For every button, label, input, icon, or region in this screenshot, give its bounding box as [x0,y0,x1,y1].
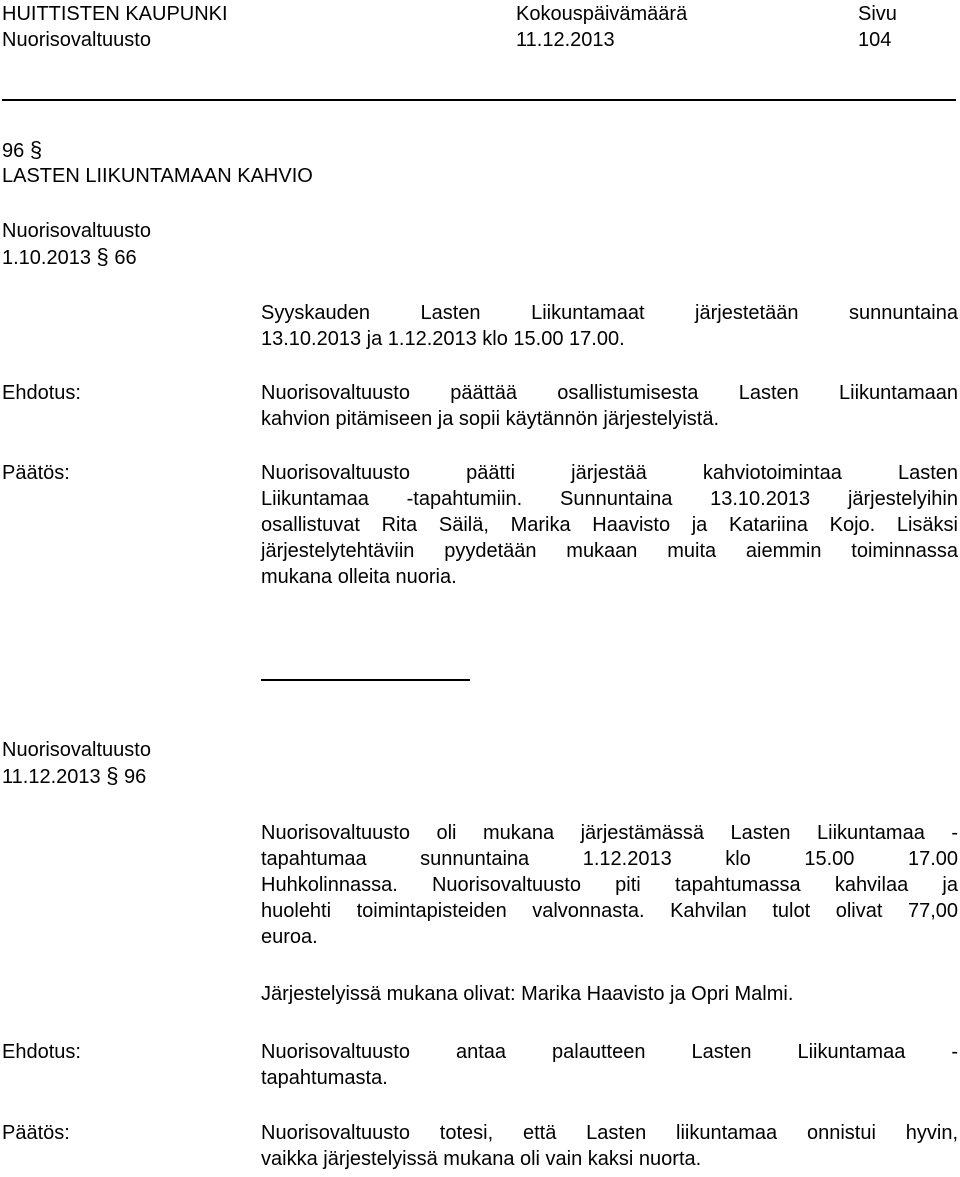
prev-ref-date: 1.10.2013 [2,247,91,269]
current-report-line: Nuorisovaltuusto oli mukana järjestämässä Lasten Liikuntamaa - [261,822,958,844]
current-report-line: tapahtumaa sunnuntaina 1.12.2013 klo 15.00 17.00 [261,848,958,870]
header-date: 11.12.2013 [516,29,615,51]
section-divider [261,679,470,681]
header-org: HUITTISTEN KAUPUNKI [2,3,228,25]
current-proposal-line: tapahtumasta. [261,1067,388,1089]
prev-body: Nuorisovaltuusto [2,220,151,242]
prev-intro-line: 13.10.2013 ja 1.12.2013 klo 15.00 17.00. [261,328,625,350]
section-sign: § [106,763,119,788]
header-page-label: Sivu [858,3,897,25]
current-report-line: euroa. [261,926,318,948]
prev-decision-line: järjestelytehtäviin pyydetään mukaan muita aiemmin toiminnassa [261,540,958,562]
header-body: Nuorisovaltuusto [2,29,151,51]
prev-ref-section: 66 [114,247,137,269]
prev-proposal-label: Ehdotus: [2,382,81,404]
prev-ref-line [2,245,137,270]
prev-intro-line: Syyskauden Lasten Liikuntamaat järjestetään sunnuntaina [261,302,958,324]
header-rule [2,99,956,101]
current-ref-date: 11.12.2013 [2,766,101,788]
section-sign: § [29,137,43,162]
current-body: Nuorisovaltuusto [2,739,151,761]
prev-decision-line: osallistuvat Rita Säilä, Marika Haavisto ja Katariina Kojo. Lisäksi [261,514,958,536]
prev-proposal-line: kahvion pitämiseen ja sopii käytännön järjestelyistä. [261,408,720,430]
current-report-line: Huhkolinnassa. Nuorisovaltuusto piti tapahtumassa kahvilaa ja [261,874,958,896]
prev-decision-line: Liikuntamaa -tapahtumiin. Sunnuntaina 13.10.2013 järjestelyihin [261,488,958,510]
prev-proposal-line: Nuorisovaltuusto päättää osallistumisesta Lasten Liikuntamaan [261,382,958,404]
prev-decision-label: Päätös: [2,462,70,484]
current-ref-line [2,764,146,789]
header-page: 104 [858,29,892,51]
current-ref-section: 96 [124,766,147,788]
item-number: 96 [2,140,25,162]
current-report-line: huolehti toimintapisteiden valvonnasta. Kahvilan tulot olivat 77,00 [261,900,958,922]
prev-decision-line: mukana olleita nuoria. [261,566,457,588]
current-decision-line: vaikka järjestelyissä mukana oli vain kaksi nuorta. [261,1148,702,1170]
current-organizers: Järjestelyissä mukana olivat: Marika Haavisto ja Opri Malmi. [261,983,794,1005]
current-decision-label: Päätös: [2,1122,70,1144]
item-title: LASTEN LIIKUNTAMAAN KAHVIO [2,165,313,187]
prev-decision-line: Nuorisovaltuusto päätti järjestää kahviotoimintaa Lasten [261,462,958,484]
current-proposal-line: Nuorisovaltuusto antaa palautteen Lasten Liikuntamaa - [261,1041,958,1063]
header-date-label: Kokouspäivämäärä [516,3,688,25]
current-decision-line: Nuorisovaltuusto totesi, että Lasten liikuntamaa onnistui hyvin, [261,1122,958,1144]
section-sign: § [96,244,109,269]
item-number-line [2,138,42,163]
current-proposal-label: Ehdotus: [2,1041,81,1063]
